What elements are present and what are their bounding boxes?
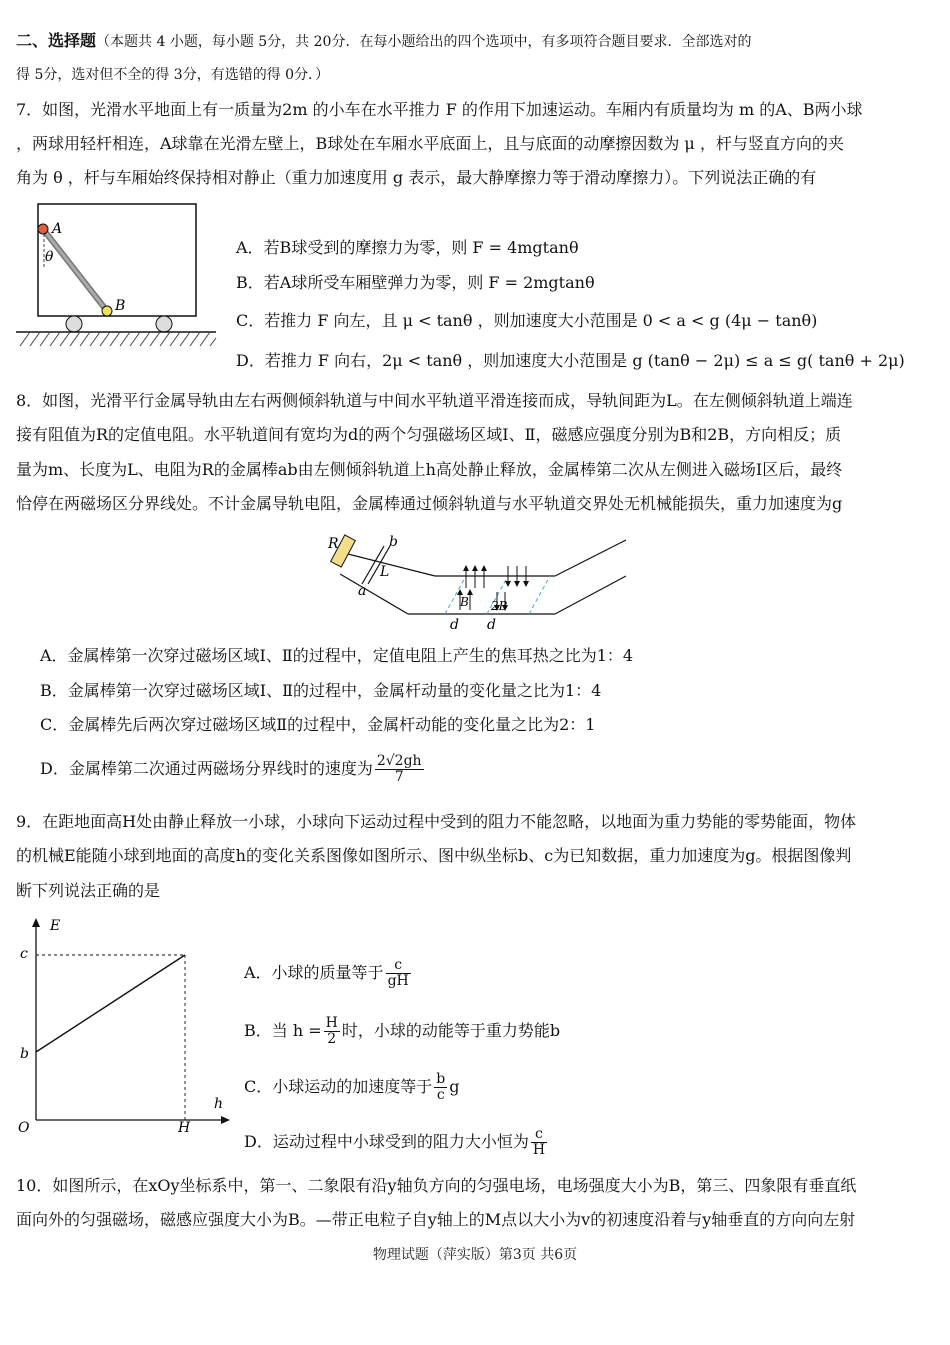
label-d2: d (487, 617, 496, 633)
energy-line (36, 955, 185, 1052)
label-a: a (358, 583, 367, 599)
rail-upper-right (555, 540, 626, 576)
q9-option-d-text: D．运动过程中小球受到的阻力大小恒为 (244, 1132, 529, 1151)
section-intro-2: 得 5分，选对但不全的得 3分，有选错的得 0分．） (16, 67, 330, 83)
wheel-left (66, 316, 82, 332)
q9-option-b-suffix: 时，小球的动能等于重力势能b (341, 1021, 561, 1040)
ball-b (102, 306, 112, 316)
q8-line-4: 恰停在两磁场区分界线处。不计金属导轨电阻，金属棒通过倾斜轨道与水平轨道交界处无机械能损失，重力加速度为g (16, 494, 843, 513)
ball-a (38, 224, 48, 234)
q9-option-b-text: B．当 h = (244, 1021, 322, 1040)
section-header (16, 30, 751, 53)
q9-option-c-text: C．小球运动的加速度等于 (244, 1077, 433, 1096)
label-b: b (389, 534, 398, 550)
q7-option-a: A．若B球受到的摩擦力为零，则 F = 4mgtanθ (236, 238, 579, 257)
rail-lower-right (555, 576, 626, 614)
q8-option-b: B．金属棒第一次穿过磁场区域Ⅰ、Ⅱ的过程中，金属杆动量的变化量之比为1：4 (40, 681, 602, 700)
q7-line-1: 7．如图，光滑水平地面上有一质量为2m 的小车在水平推力 F 的作用下加速运动。车厢内有质量均为 m 的A、B两小球 (16, 100, 863, 119)
boundary-3 (529, 576, 550, 614)
label-b: B (115, 298, 126, 314)
label-a: A (52, 221, 63, 237)
q9-option-d-fraction (531, 1127, 547, 1158)
fraction-denominator: H (532, 1142, 546, 1158)
axis-label-h: h (214, 1096, 224, 1112)
fraction-denominator: gH (387, 973, 409, 989)
fraction-numerator: c (386, 958, 411, 974)
label-d1: d (450, 617, 459, 633)
axis-label-e: E (50, 918, 61, 934)
fraction-denominator: c (436, 1087, 445, 1103)
q10-line-1: 10．如图所示，在xOy坐标系中，第一、二象限有沿y轴负方向的匀强电场，电场强度大小为B，第三、四象限有垂直纸 (16, 1176, 857, 1195)
q9-option-d (244, 1127, 549, 1158)
q7-cart-figure (14, 198, 218, 354)
fraction-denominator: 7 (394, 769, 404, 785)
q9-option-b (244, 1016, 560, 1047)
q9-option-c-fraction (434, 1072, 447, 1103)
q7-option-c: C．若推力 F 向左，且 μ < tanθ ，则加速度大小范围是 0 < a < g (4μ − tanθ) (236, 311, 818, 330)
q9-line-3: 断下列说法正确的是 (16, 881, 161, 900)
q9-option-a-fraction (386, 958, 411, 989)
label-theta: θ (45, 249, 54, 265)
rail-lower-left (340, 574, 408, 614)
tick-h: H (178, 1120, 191, 1136)
q8-option-d-fraction (375, 754, 424, 785)
fraction-numerator: H (325, 1015, 338, 1031)
label-field-b: B (460, 595, 469, 609)
tick-c: c (20, 946, 28, 962)
fraction-numerator: b (436, 1071, 446, 1087)
wheel-right (156, 316, 172, 332)
q8-line-3: 量为m、长度为L、电阻为R的金属棒ab由左侧倾斜轨道上h高处静止释放，金属棒第二次从左侧进入磁场Ⅰ区后，最终 (16, 460, 843, 479)
q8-rail-figure (320, 528, 632, 636)
q8-line-1: 8．如图，光滑平行金属导轨由左右两侧倾斜轨道与中间水平轨道平滑连接而成，导轨间距为L。在左侧倾斜轨道上端连 (16, 391, 853, 410)
page-footer: 物理试题（萍实版）第3页 共6页 (372, 1247, 578, 1263)
fraction-numerator: 2√2gh (376, 753, 422, 769)
q7-option-b: B．若A球所受车厢壁弹力为零，则 F = 2mgtanθ (236, 273, 595, 292)
q9-option-a (244, 958, 413, 989)
q9-line-2: 的机械E能随小球到地面的高度h的变化关系图像如图所示、图中纵坐标b、c为已知数据，重力加速度为g。根据图像判 (16, 846, 852, 865)
label-l: L (380, 564, 390, 580)
q8-line-2: 接有阻值为R的定值电阻。水平轨道间有宽均为d的两个匀强磁场区域Ⅰ、Ⅱ，磁感应强度分别为B和2B，方向相反；质 (16, 425, 842, 444)
q7-line-3: 角为 θ ，杆与车厢始终保持相对静止（重力加速度用 g 表示，最大静摩擦力等于滑动摩擦力）。下列说法正确的有 (16, 168, 817, 187)
q10-line-2: 面向外的匀强磁场，磁感应强度大小为B。—带正电粒子自y轴上的M点以大小为v的初速度沿着与y轴垂直的方向向左射 (16, 1210, 856, 1229)
q7-option-d: D．若推力 F 向右，2μ < tanθ ，则加速度大小范围是 g (tanθ − 2μ) ≤ a ≤ g( tanθ + 2μ) (236, 351, 905, 370)
fraction-numerator: c (531, 1127, 547, 1143)
q8-option-a: A．金属棒第一次穿过磁场区域Ⅰ、Ⅱ的过程中，定值电阻上产生的焦耳热之比为1：4 (40, 646, 634, 665)
tick-o: O (18, 1120, 30, 1136)
q7-line-2: ，两球用轻杆相连，A球靠在光滑左壁上，B球处在车厢水平底面上，且与底面的动摩擦因数为 μ ，杆与竖直方向的夹 (16, 134, 844, 153)
q9-line-1: 9．在距地面高H处由静止释放一小球，小球向下运动过程中受到的阻力不能忽略，以地面为重力势能的零势能面，物体 (16, 812, 857, 831)
fraction-denominator: 2 (327, 1031, 337, 1047)
q9-energy-graph (10, 910, 235, 1142)
q9-option-b-fraction (324, 1016, 340, 1047)
up-arrowheads (457, 565, 487, 595)
q8-option-c: C．金属棒先后两次穿过磁场区域Ⅱ的过程中，金属杆动能的变化量之比为2：1 (40, 715, 596, 734)
q8-option-d (40, 754, 426, 785)
section-title: 二、选择题 (16, 31, 97, 50)
ground-hatch (20, 332, 216, 346)
q9-option-a-text: A．小球的质量等于 (244, 963, 384, 982)
label-r: R (328, 536, 339, 552)
q9-option-c-suffix: g (449, 1077, 460, 1096)
section-intro-1: （本题共 4 小题，每小题 5分，共 20分．在每小题给出的四个选项中，有多项符合题目要求．全部选对的 (96, 34, 752, 50)
tick-b: b (20, 1046, 29, 1062)
label-field-2b: 2B (491, 599, 508, 613)
q8-option-d-text: D．金属棒第二次通过两磁场分界线时的速度为 (40, 759, 373, 778)
q9-option-c (244, 1072, 459, 1103)
